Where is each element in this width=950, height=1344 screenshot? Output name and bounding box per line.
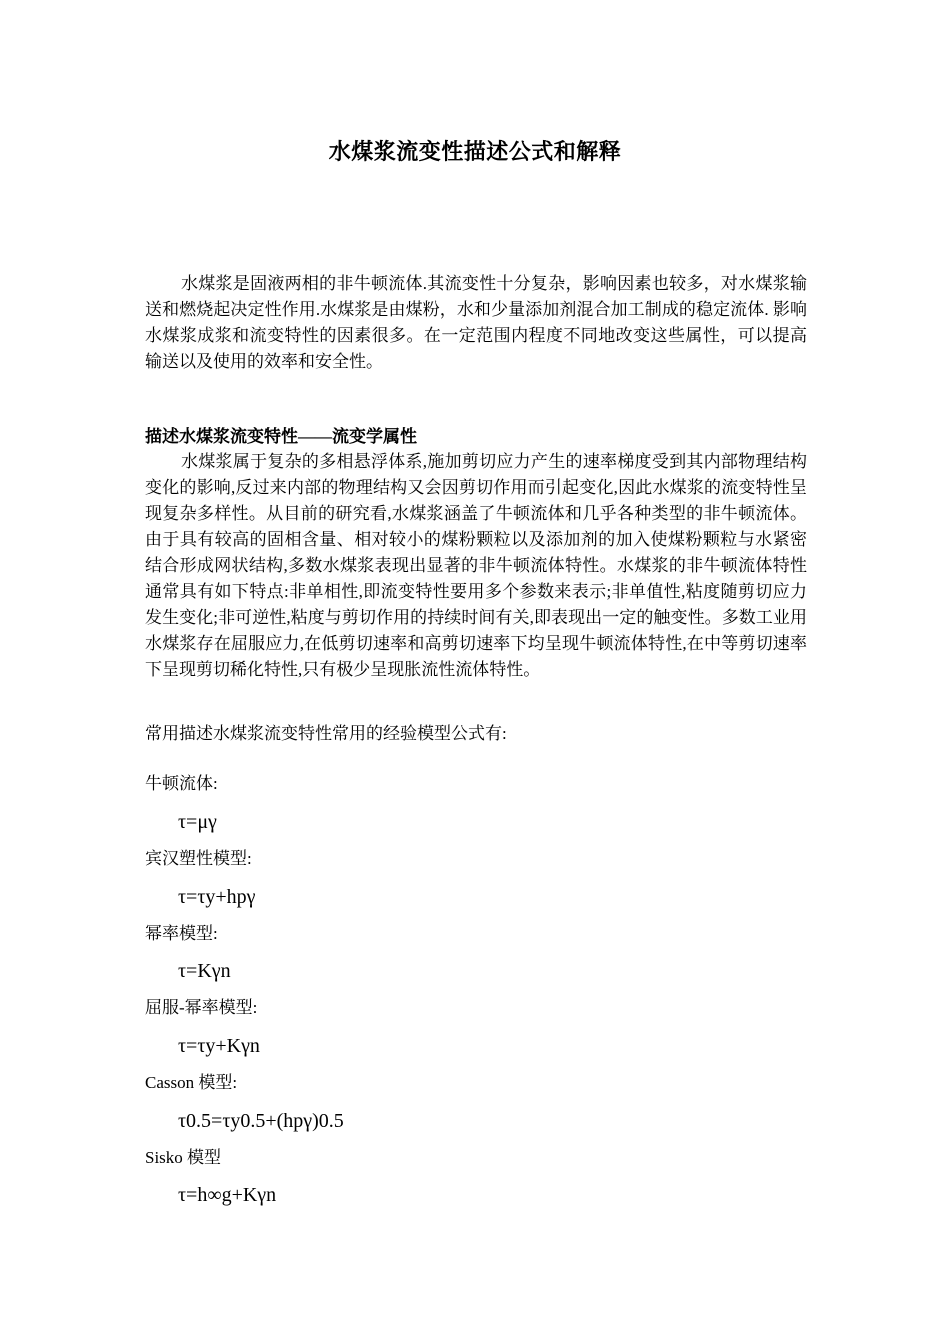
model-formula-casson: τ0.5=τy0.5+(hpγ)0.5	[178, 1110, 344, 1132]
model-label-sisko: Sisko 模型	[145, 1148, 222, 1167]
model-formula-bingham: τ=τy+hpγ	[178, 886, 256, 908]
models-intro: 常用描述水煤浆流变特性常用的经验模型公式有:	[145, 724, 507, 743]
section-body-paragraph: 水煤浆属于复杂的多相悬浮体系,施加剪切应力产生的速率梯度受到其内部物理结构变化的影响,反过来内部的物理结构又会因剪切作用而引起变化,因此水煤浆的流变特性呈现复杂多样性。从目前的研究看,水煤浆涵盖了牛顿流体和几乎各种类型的非牛顿流体。由于具有较高的固相含量、相对较小的煤粉颗粒以及添加剂的加入使煤粉颗粒与水紧密结合形成网状结构,多数水煤浆表现出显著的非牛顿流体特性。水煤浆的非牛顿流体特性通常具有如下特点:非单相性,即流变特性要用多个参数来表示;非单值性,粘度随剪切应力发生变化;非可逆性,粘度与剪切作用的持续时间有关,即表现出一定的触变性。多数工业用水煤浆存在屈服应力,在低剪切速率和高剪切速率下均呈现牛顿流体特性,在中等剪切速率下呈现剪切稀化特性,只有极少呈现胀流性流体特性。	[145, 452, 807, 679]
model-label-casson: Casson 模型:	[145, 1073, 238, 1092]
document-title: 水煤浆流变性描述公式和解释	[328, 139, 622, 164]
model-label-yield-power-law: 屈服-幂率模型:	[145, 998, 258, 1017]
model-formula-power-law: τ=Kγn	[178, 960, 231, 982]
model-label-newtonian: 牛顿流体:	[145, 774, 218, 793]
model-formula-sisko: τ=h∞g+Kγn	[178, 1184, 277, 1206]
model-formula-newtonian: τ=μγ	[178, 811, 217, 833]
model-label-power-law: 幂率模型:	[145, 924, 218, 943]
section-heading: 描述水煤浆流变特性——流变学属性	[145, 427, 417, 446]
model-formula-yield-power-law: τ=τy+Kγn	[178, 1035, 260, 1057]
intro-paragraph: 水煤浆是固液两相的非牛顿流体.其流变性十分复杂，影响因素也较多，对水煤浆输送和燃烧起决定性作用.水煤浆是由煤粉，水和少量添加剂混合加工制成的稳定流体. 影响水煤浆成浆和流变特性的因素很多。在一定范围内程度不同地改变这些属性，可以提高输送以及使用的效率和安全性。	[145, 274, 807, 371]
model-label-bingham: 宾汉塑性模型:	[145, 849, 252, 868]
